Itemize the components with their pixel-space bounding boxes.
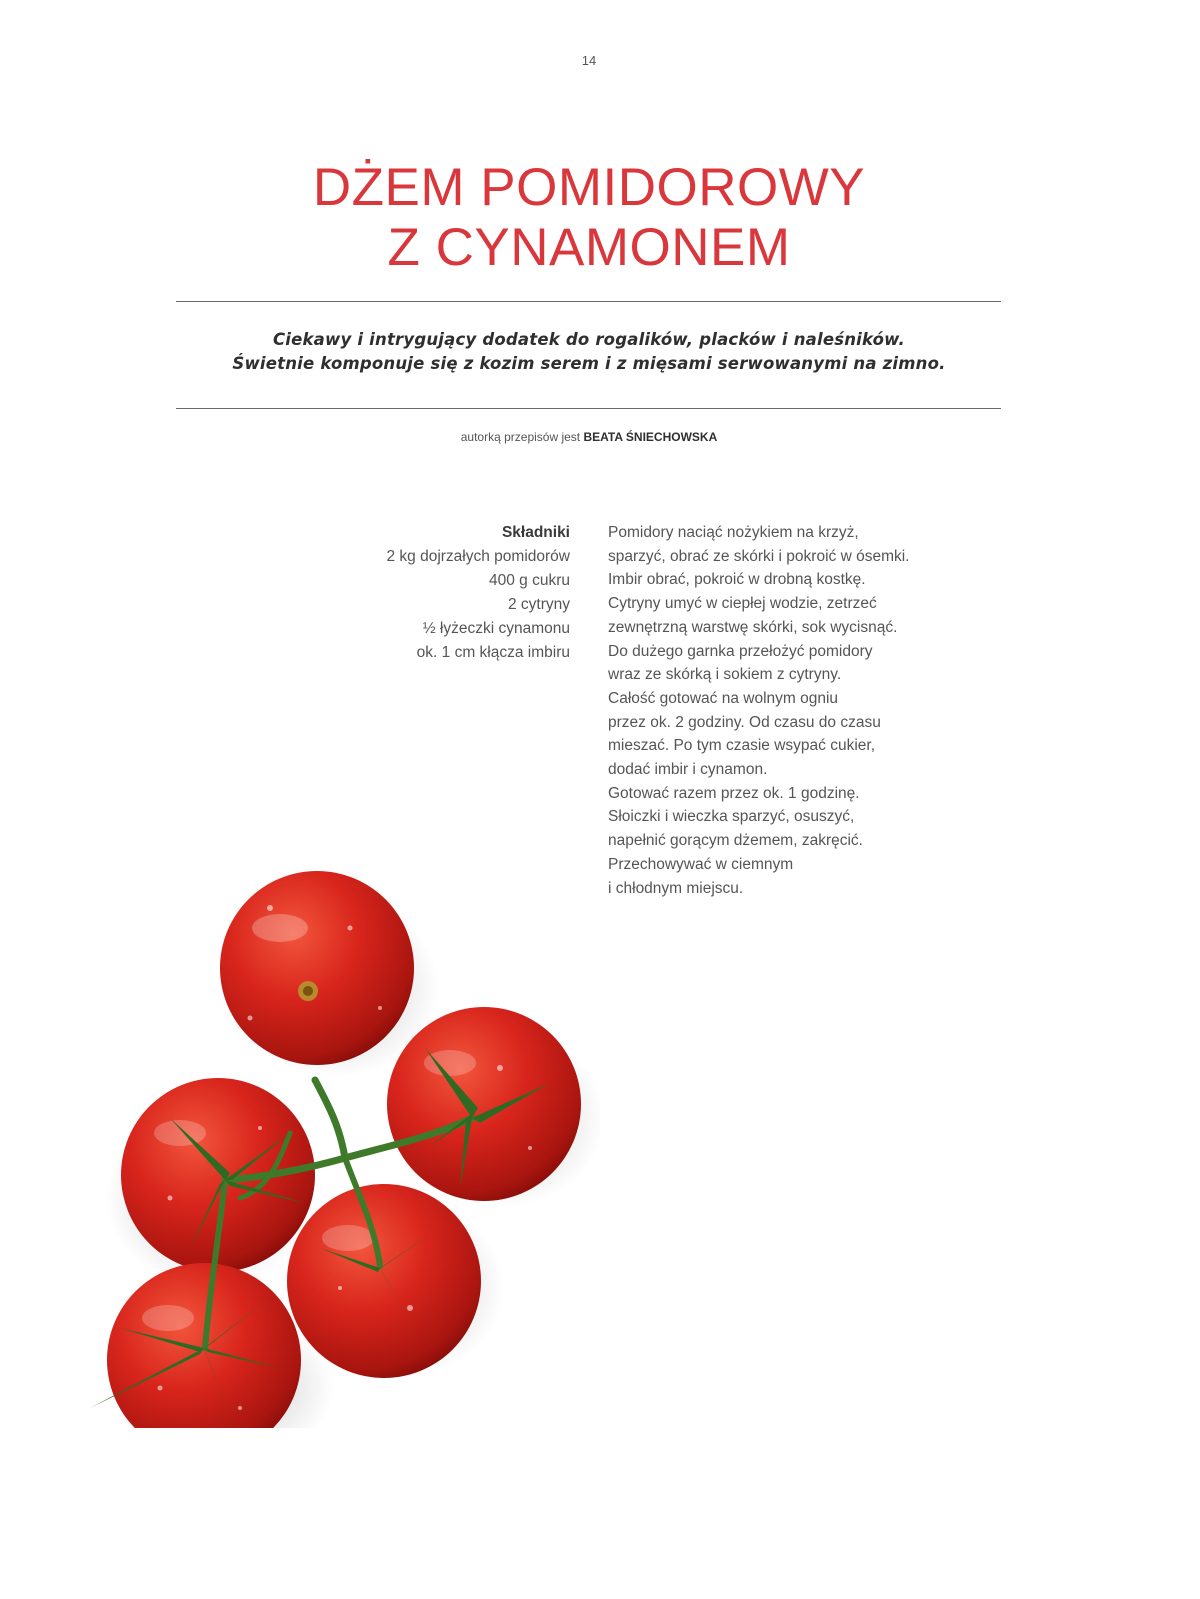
- page-number: 14: [581, 53, 597, 68]
- ingredients-heading: Składniki: [501, 524, 570, 541]
- preparation-steps: [608, 521, 998, 900]
- step-line: Pomidory naciąć nożykiem na krzyż,: [608, 524, 859, 541]
- tomato-right: [387, 1007, 581, 1201]
- ingredients-list: [300, 521, 570, 665]
- author-credit: [0, 430, 1178, 444]
- author-prefix: autorką przepisów jest: [460, 430, 581, 444]
- lead-text: [0, 328, 1178, 376]
- tomatoes-photo: [80, 868, 600, 1428]
- step-line: Cytryny umyć w ciepłej wodzie, zetrzeć: [608, 595, 877, 613]
- step-line: mieszać. Po tym czasie wsypać cukier,: [608, 737, 876, 755]
- step-line: Słoiczki i wieczka sparzyć, osuszyć,: [608, 808, 855, 826]
- step-line: zewnętrzną warstwę skórki, sok wycisnąć.: [608, 618, 898, 636]
- ingredient-item: 400 g cukru: [489, 572, 570, 589]
- title-line-2: Z CYNAMONEM: [387, 218, 791, 277]
- step-line: i chłodnym miejscu.: [608, 879, 744, 897]
- step-line: Imbir obrać, pokroić w drobną kostkę.: [608, 571, 866, 589]
- recipe-title: [0, 158, 1178, 278]
- step-line: wraz ze skórką i sokiem z cytryny.: [608, 666, 842, 684]
- divider-top: [176, 301, 1001, 302]
- step-line: dodać imbir i cynamon.: [608, 761, 768, 779]
- tomato-top: [220, 871, 414, 1065]
- title-line-1: DŻEM POMIDOROWY: [312, 158, 866, 217]
- divider-bottom: [176, 408, 1001, 409]
- step-line: Całość gotować na wolnym ogniu: [608, 689, 839, 707]
- step-line: sparzyć, obrać ze skórki i pokroić w ósemki.: [608, 547, 910, 565]
- ingredient-item: 2 kg dojrzałych pomidorów: [386, 548, 570, 565]
- ingredient-item: ok. 1 cm kłącza imbiru: [416, 644, 570, 661]
- ingredient-item: ½ łyżeczki cynamonu: [422, 620, 570, 637]
- author-name: BEATA ŚNIECHOWSKA: [583, 430, 718, 444]
- step-line: Do dużego garnka przełożyć pomidory: [608, 642, 873, 660]
- ingredient-item: 2 cytryny: [507, 596, 570, 613]
- tomato-center: [287, 1184, 481, 1378]
- step-line: napełnić gorącym dżemem, zakręcić.: [608, 832, 863, 850]
- lead-line-1: Ciekawy i intrygujący dodatek do rogalików, placków i naleśników.: [272, 330, 906, 349]
- step-line: przez ok. 2 godziny. Od czasu do czasu: [608, 713, 881, 731]
- step-line: Gotować razem przez ok. 1 godzinę.: [608, 784, 860, 802]
- step-line: Przechowywać w ciemnym: [608, 855, 794, 873]
- lead-line-2: Świetnie komponuje się z kozim serem i z mięsami serwowanymi na zimno.: [232, 354, 946, 373]
